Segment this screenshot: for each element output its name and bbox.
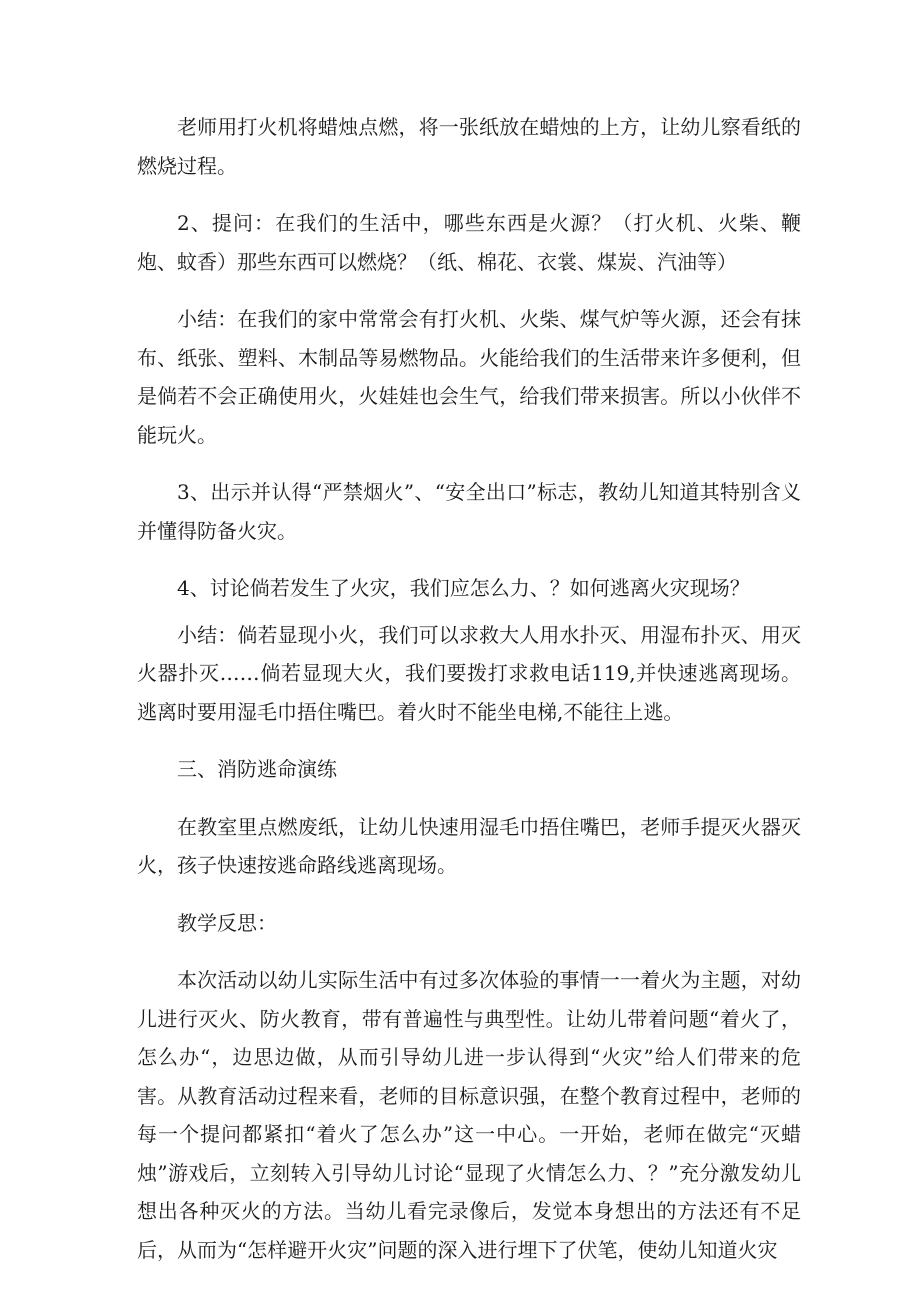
paragraph-candle-demo: 老师用打火机将蜡烛点燃，将一张纸放在蜡烛的上方，让幼儿察看纸的燃烧过程。 <box>137 115 801 178</box>
paragraph-summary-fire-sources: 小结：在我们的家中常常会有打火机、火柴、煤气炉等火源，还会有抹布、纸张、塑料、木制品等易燃物品。火能给我们的生活带来许多便利，但是倘若不会正确使用火，火娃娃也会生气，给我们带来损害。所以小伙伴不能玩火。 <box>137 307 801 447</box>
paragraph-reflection: 本次活动以幼儿实际生活中有过多次体验的事情一一着火为主题，对幼儿进行灭火、防火教育，带有普遍性与典型性。让幼儿带着问题“着火了，怎么办“，边思边做，从而引导幼儿进一步认得到“火灾”给人们带来的危害。从教育活动过程来看，老师的目标意识强，在整个教育过程中，老师的每一个提问都紧扣“着火了怎么办”这一中心。一开始，老师在做完“灭蜡烛”游戏后，立刻转入引导幼儿讨论“显现了火情怎么力、？”充分激发幼儿想出各种灭火的方法。当幼儿看完录像后，发觉本身想出的方法还有不足后，从而为“怎样避开火灾”问题的深入进行埋下了伏笔，使幼儿知道火灾 <box>137 968 801 1262</box>
paragraph-question-fire-sources: 2、提问：在我们的生活中，哪些东西是火源？（打火机、火柴、鞭炮、蚊香）那些东西可以燃烧？（纸、棉花、衣裳、煤炭、汽油等） <box>137 211 801 274</box>
paragraph-safety-signs: 3、出示并认得“严禁烟火”、“安全出口”标志，教幼儿知道其特别含义并懂得防备火灾。 <box>137 480 801 543</box>
section-heading-reflection: 教学反思： <box>177 910 277 935</box>
section-heading-escape-drill: 三、消防逃命演练 <box>177 757 337 781</box>
document-body <box>137 108 801 1288</box>
paragraph-discuss-fire: 4、讨论倘若发生了火灾，我们应怎么力、？如何逃离火灾现场？ <box>177 576 750 600</box>
paragraph-summary-escape: 小结：倘若显现小火，我们可以求救大人用水扑灭、用湿布扑灭、用灭火器扑灭……倘若显现大火，我们要拨打求救电话119,并快速逃离现场。逃离时要用湿毛巾捂住嘴巴。着火时不能坐电梯,不能往上逃。 <box>137 622 801 724</box>
paragraph-escape-drill: 在教室里点燃废纸，让幼儿快速用湿毛巾捂住嘴巴，老师手提灭火器灭火，孩子快速按逃命路线逃离现场。 <box>137 814 801 877</box>
